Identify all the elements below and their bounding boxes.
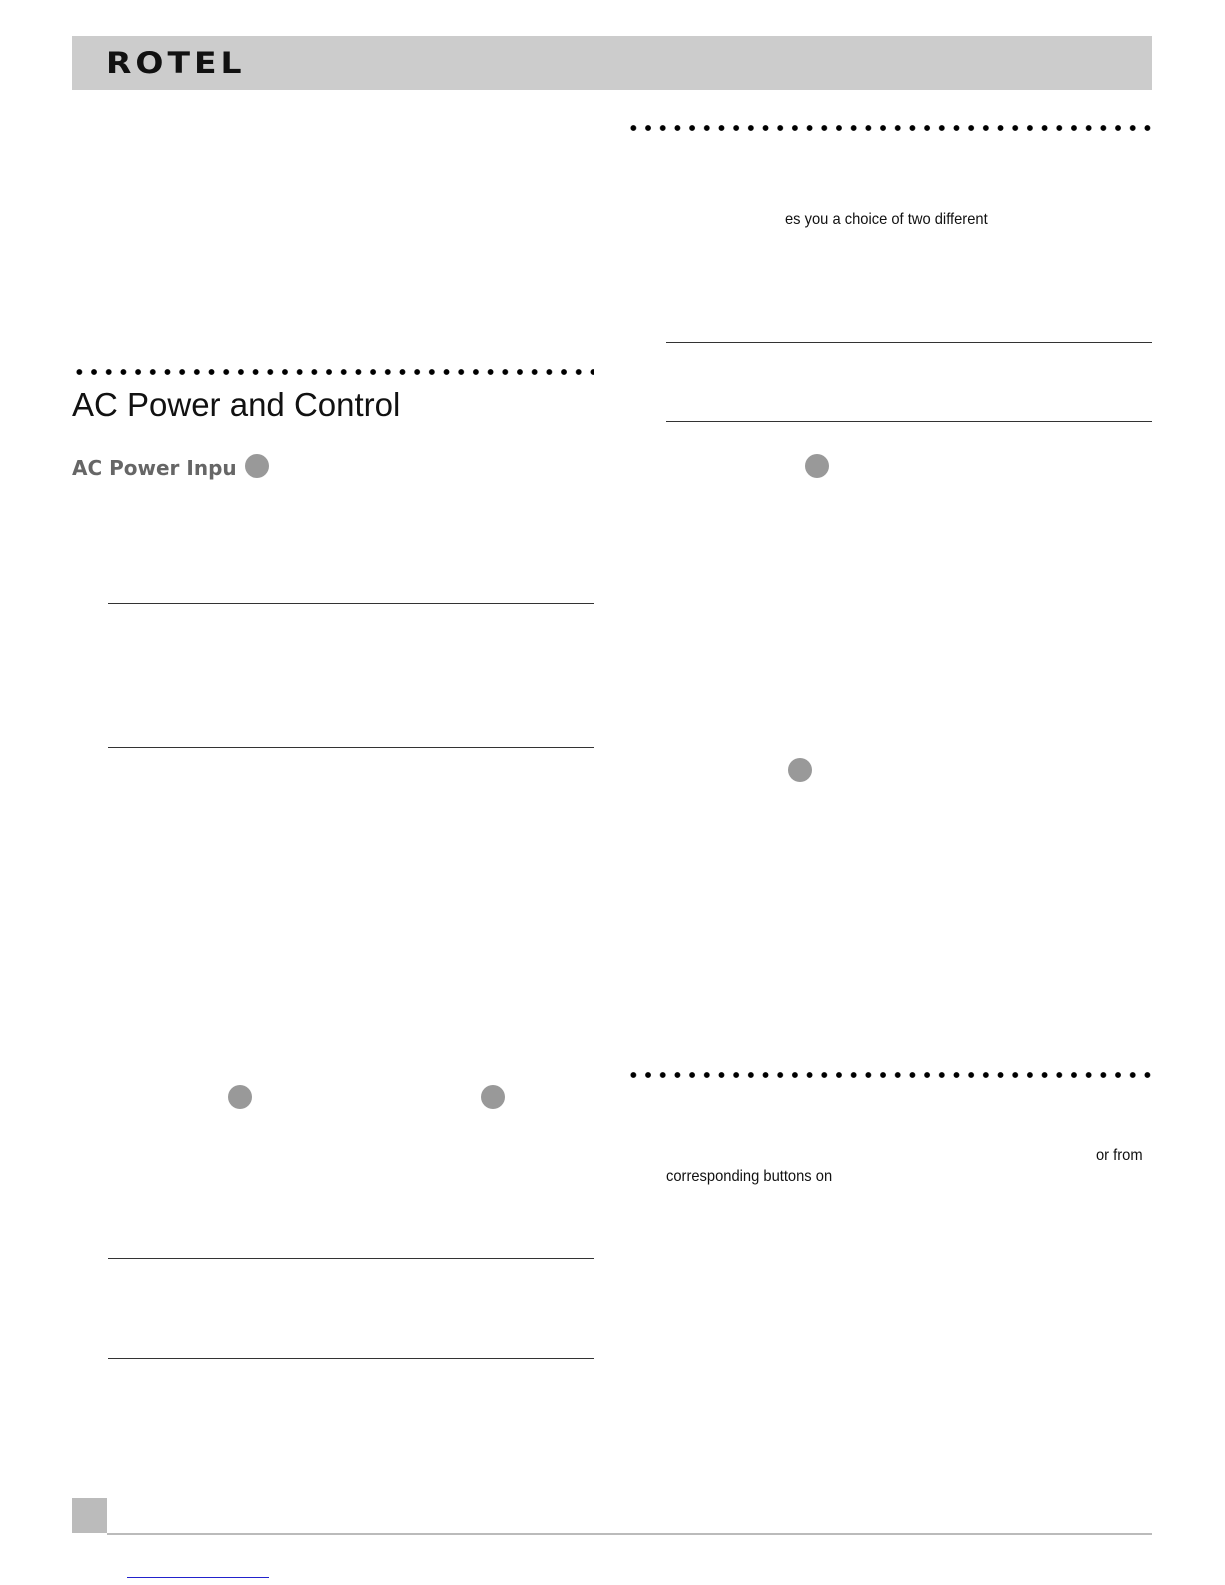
note-bottom-rule [666, 421, 1152, 422]
note-bottom-rule [108, 1358, 594, 1359]
note-top-rule [108, 1258, 594, 1259]
section-divider-dots [626, 124, 1152, 132]
header-bar [72, 36, 1152, 90]
section-title: AC Power and Control [72, 386, 401, 423]
note-bottom-rule [108, 747, 594, 748]
brand-logo: ROTEL [106, 45, 246, 81]
footer-rule [107, 1533, 1152, 1535]
body-text-fragment: es you a choice of two different [785, 211, 988, 228]
callout-circle-marker [228, 1085, 252, 1109]
page-number-tab [72, 1498, 107, 1533]
section-divider-dots [72, 368, 594, 376]
link-underline[interactable] [127, 1577, 269, 1578]
body-text-fragment: corresponding buttons on [666, 1168, 833, 1185]
callout-circle-marker [481, 1085, 505, 1109]
callout-circle-marker [245, 454, 269, 478]
callout-circle-marker [788, 758, 812, 782]
note-top-rule [666, 342, 1152, 343]
callout-circle-marker [805, 454, 829, 478]
section-divider-dots [626, 1071, 1152, 1079]
note-top-rule [108, 603, 594, 604]
body-text-fragment: or from [1096, 1147, 1143, 1164]
subheading-ac-power-input: AC Power Inpu [72, 456, 237, 480]
